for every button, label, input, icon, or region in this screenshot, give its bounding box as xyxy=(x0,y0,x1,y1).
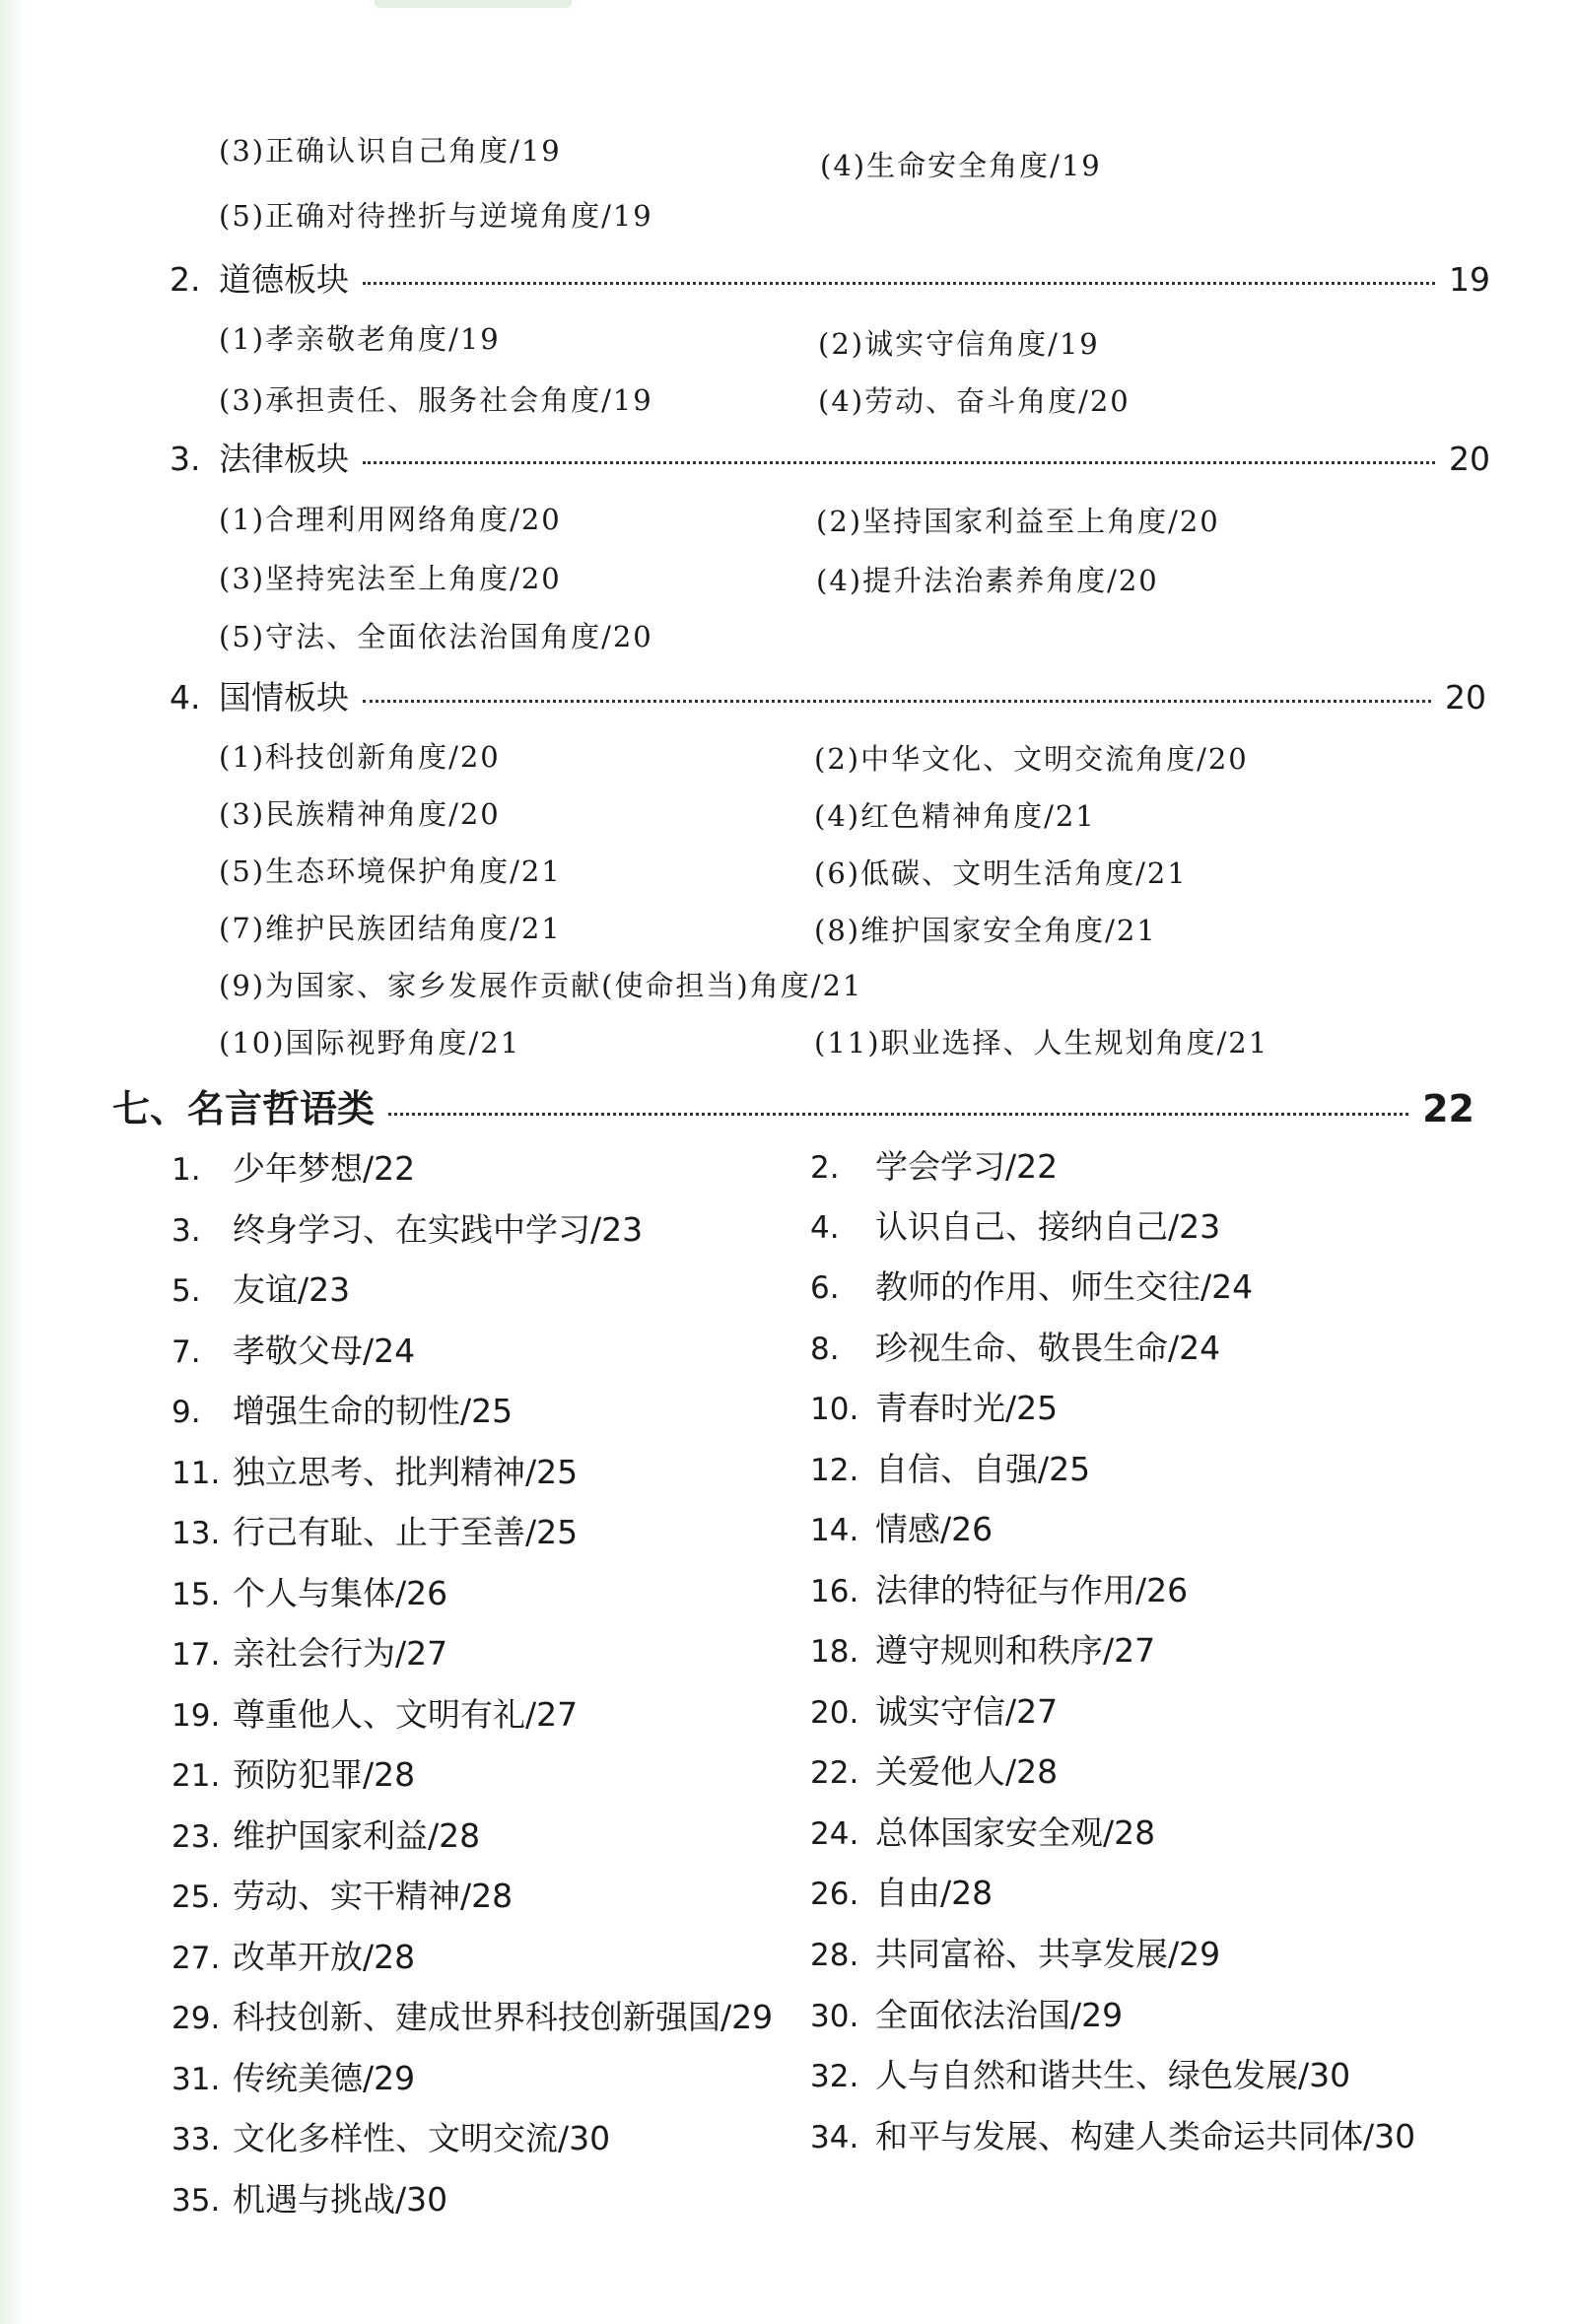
item-number: 10. xyxy=(810,1392,859,1427)
toc-item[interactable] xyxy=(810,1383,1058,1429)
item-title: 自信、自强/25 xyxy=(875,1450,1091,1488)
item-title: 友谊/23 xyxy=(233,1270,351,1309)
item-title: 珍视生命、敬畏生命/24 xyxy=(875,1329,1221,1367)
item-number: 34. xyxy=(810,2120,859,2155)
toc-entry[interactable]: (4)红色精神角度/21 xyxy=(814,799,1096,833)
item-number: 28. xyxy=(810,1938,859,1973)
item-number: 17. xyxy=(171,1637,221,1673)
section-title: 国情板块 xyxy=(219,678,349,717)
item-title: 人与自然和谐共生、绿色发展/30 xyxy=(875,2056,1351,2094)
toc-item[interactable] xyxy=(810,1323,1220,1369)
item-title: 总体国家安全观/28 xyxy=(875,1813,1156,1852)
toc-item[interactable] xyxy=(810,1201,1220,1248)
toc-entry[interactable]: (6)低碳、文明生活角度/21 xyxy=(814,856,1188,890)
item-number: 12. xyxy=(810,1453,859,1488)
toc-item[interactable] xyxy=(171,1507,578,1553)
toc-entry[interactable]: (4)提升法治素养角度/20 xyxy=(816,564,1159,597)
item-title: 个人与集体/26 xyxy=(233,1574,448,1612)
toc-item[interactable] xyxy=(171,1932,415,1978)
section-number: 4. xyxy=(170,678,201,717)
item-title: 关爱他人/28 xyxy=(875,1752,1059,1791)
toc-entry[interactable]: (2)中华文化、文明交流角度/20 xyxy=(814,742,1249,776)
item-title: 劳动、实干精神/28 xyxy=(233,1877,514,1915)
toc-entry[interactable]: (1)科技创新角度/20 xyxy=(219,740,501,774)
item-title: 增强生命的韧性/25 xyxy=(233,1392,514,1430)
toc-item[interactable] xyxy=(810,1625,1155,1672)
section-title: 道德板块 xyxy=(219,260,349,299)
item-number: 16. xyxy=(810,1574,859,1609)
item-number: 18. xyxy=(810,1634,859,1670)
toc-entry[interactable]: (5)生态环境保护角度/21 xyxy=(219,854,562,888)
section-page: 19 xyxy=(1449,260,1490,299)
item-number: 4. xyxy=(810,1210,840,1246)
toc-item[interactable] xyxy=(810,1141,1058,1188)
item-title: 共同富裕、共享发展/29 xyxy=(875,1935,1221,1973)
item-number: 9. xyxy=(171,1395,201,1430)
dot-leader xyxy=(388,1113,1408,1116)
toc-item[interactable] xyxy=(171,1143,415,1190)
section-number: 2. xyxy=(170,260,201,299)
toc-item[interactable] xyxy=(810,1686,1058,1733)
item-number: 35. xyxy=(171,2183,221,2219)
item-number: 14. xyxy=(810,1513,859,1548)
item-title: 少年梦想/22 xyxy=(233,1149,416,1188)
item-number: 29. xyxy=(171,2001,221,2036)
item-number: 30. xyxy=(810,1999,859,2034)
toc-entry[interactable]: (5)守法、全面依法治国角度/20 xyxy=(219,620,653,653)
item-number: 32. xyxy=(810,2059,859,2094)
toc-item[interactable] xyxy=(810,1444,1090,1490)
toc-entry[interactable]: (2)诚实守信角度/19 xyxy=(818,327,1100,361)
item-number: 26. xyxy=(810,1877,859,1912)
toc-entry[interactable]: (8)维护国家安全角度/21 xyxy=(814,914,1157,947)
toc-entry[interactable]: (4)生命安全角度/19 xyxy=(820,149,1102,182)
section-page: 20 xyxy=(1449,440,1490,478)
toc-entry[interactable]: (1)合理利用网络角度/20 xyxy=(219,503,562,536)
item-number: 15. xyxy=(171,1577,221,1612)
item-title: 青春时光/25 xyxy=(875,1389,1059,1427)
toc-item[interactable] xyxy=(171,1811,480,1857)
item-title: 和平与发展、构建人类命运共同体/30 xyxy=(875,2117,1416,2155)
item-number: 1. xyxy=(171,1152,201,1188)
item-title: 遵守规则和秩序/27 xyxy=(875,1631,1156,1670)
item-title: 情感/26 xyxy=(875,1510,994,1548)
item-number: 7. xyxy=(171,1334,201,1370)
item-number: 21. xyxy=(171,1758,221,1794)
section-number: 3. xyxy=(170,440,201,478)
toc-item[interactable] xyxy=(810,1868,993,1914)
item-number: 22. xyxy=(810,1755,859,1791)
dot-leader xyxy=(363,461,1435,464)
toc-entry[interactable]: (7)维护民族团结角度/21 xyxy=(219,912,562,945)
toc-entry[interactable]: (10)国际视野角度/21 xyxy=(219,1026,521,1059)
item-title: 自由/28 xyxy=(875,1874,994,1912)
item-title: 终身学习、在实践中学习/23 xyxy=(233,1210,644,1249)
item-title: 认识自己、接纳自己/23 xyxy=(875,1207,1221,1246)
item-title: 诚实守信/27 xyxy=(875,1692,1059,1731)
toc-entry[interactable]: (3)正确认识自己角度/19 xyxy=(219,134,562,168)
item-number: 25. xyxy=(171,1880,221,1915)
toc-item[interactable] xyxy=(171,1749,415,1796)
section-heading[interactable] xyxy=(170,434,1490,480)
toc-item[interactable] xyxy=(171,1386,513,1432)
toc-entry[interactable]: (4)劳动、奋斗角度/20 xyxy=(818,384,1131,418)
item-title: 改革开放/28 xyxy=(233,1938,416,1976)
item-number: 11. xyxy=(171,1456,221,1491)
section-heading[interactable] xyxy=(170,672,1486,718)
toc-item[interactable] xyxy=(810,1504,993,1550)
toc-item[interactable] xyxy=(171,1992,773,2038)
toc-item[interactable] xyxy=(810,1929,1220,1975)
toc-item[interactable] xyxy=(171,2053,415,2099)
toc-entry[interactable]: (3)民族精神角度/20 xyxy=(219,797,501,831)
item-title: 科技创新、建成世界科技创新强国/29 xyxy=(233,1998,774,2036)
item-title: 亲社会行为/27 xyxy=(233,1634,448,1673)
item-title: 学会学习/22 xyxy=(875,1147,1059,1186)
toc-item[interactable] xyxy=(171,1628,447,1675)
item-number: 31. xyxy=(171,2062,221,2097)
toc-entry[interactable]: (1)孝亲敬老角度/19 xyxy=(219,322,501,356)
item-title: 孝敬父母/24 xyxy=(233,1332,416,1370)
item-number: 5. xyxy=(171,1273,201,1309)
item-title: 尊重他人、文明有礼/27 xyxy=(233,1695,579,1734)
section-title: 法律板块 xyxy=(219,440,349,478)
item-number: 24. xyxy=(810,1816,859,1852)
item-title: 文化多样性、文明交流/30 xyxy=(233,2119,611,2157)
toc-item[interactable] xyxy=(810,1746,1058,1793)
toc-item[interactable] xyxy=(171,1204,643,1251)
toc-item[interactable] xyxy=(171,1568,447,1614)
item-title: 预防犯罪/28 xyxy=(233,1755,416,1794)
chapter-page: 22 xyxy=(1422,1087,1474,1130)
toc-item[interactable] xyxy=(810,2111,1415,2157)
item-title: 独立思考、批判精神/25 xyxy=(233,1453,579,1491)
item-number: 13. xyxy=(171,1516,221,1551)
item-number: 20. xyxy=(810,1695,859,1731)
toc-item[interactable] xyxy=(171,1265,350,1311)
toc-item[interactable] xyxy=(171,1326,415,1372)
item-number: 2. xyxy=(810,1150,840,1186)
item-number: 6. xyxy=(810,1270,840,1306)
toc-entry[interactable]: (5)正确对待挫折与逆境角度/19 xyxy=(219,199,653,233)
item-title: 行己有耻、止于至善/25 xyxy=(233,1513,579,1551)
toc-entry[interactable]: (11)职业选择、人生规划角度/21 xyxy=(814,1026,1269,1059)
toc-item[interactable] xyxy=(171,1871,513,1917)
toc-entry[interactable]: (9)为国家、家乡发展作贡献(使命担当)角度/21 xyxy=(219,969,863,1002)
chapter-heading[interactable] xyxy=(112,1078,1474,1132)
item-number: 27. xyxy=(171,1941,221,1976)
toc-item[interactable] xyxy=(171,2113,610,2159)
toc-item[interactable] xyxy=(171,1689,578,1736)
toc-item[interactable] xyxy=(810,1990,1123,2036)
item-number: 19. xyxy=(171,1698,221,1734)
toc-item[interactable] xyxy=(810,1565,1188,1611)
toc-item[interactable] xyxy=(171,2174,447,2221)
section-page: 20 xyxy=(1445,678,1486,717)
toc-entry[interactable]: (2)坚持国家利益至上角度/20 xyxy=(816,505,1220,538)
item-number: 3. xyxy=(171,1213,201,1249)
chapter-title: 七、名言哲语类 xyxy=(112,1087,376,1130)
item-title: 教师的作用、师生交往/24 xyxy=(875,1267,1254,1306)
item-number: 8. xyxy=(810,1332,840,1367)
item-title: 传统美德/29 xyxy=(233,2059,416,2097)
toc-entry[interactable]: (3)坚持宪法至上角度/20 xyxy=(219,562,562,595)
section-heading[interactable] xyxy=(170,254,1490,301)
toc-item[interactable] xyxy=(171,1447,578,1493)
toc-item[interactable] xyxy=(810,2050,1350,2096)
toc-item[interactable] xyxy=(810,1808,1155,1854)
toc-entry[interactable]: (3)承担责任、服务社会角度/19 xyxy=(219,383,653,417)
item-title: 机遇与挑战/30 xyxy=(233,2180,448,2219)
dot-leader xyxy=(363,700,1431,703)
dot-leader xyxy=(363,282,1435,285)
toc-item[interactable] xyxy=(810,1262,1253,1308)
item-number: 33. xyxy=(171,2122,221,2157)
item-number: 23. xyxy=(171,1819,221,1855)
item-title: 维护国家利益/28 xyxy=(233,1816,481,1855)
item-title: 法律的特征与作用/26 xyxy=(875,1571,1189,1609)
item-title: 全面依法治国/29 xyxy=(875,1996,1124,2034)
